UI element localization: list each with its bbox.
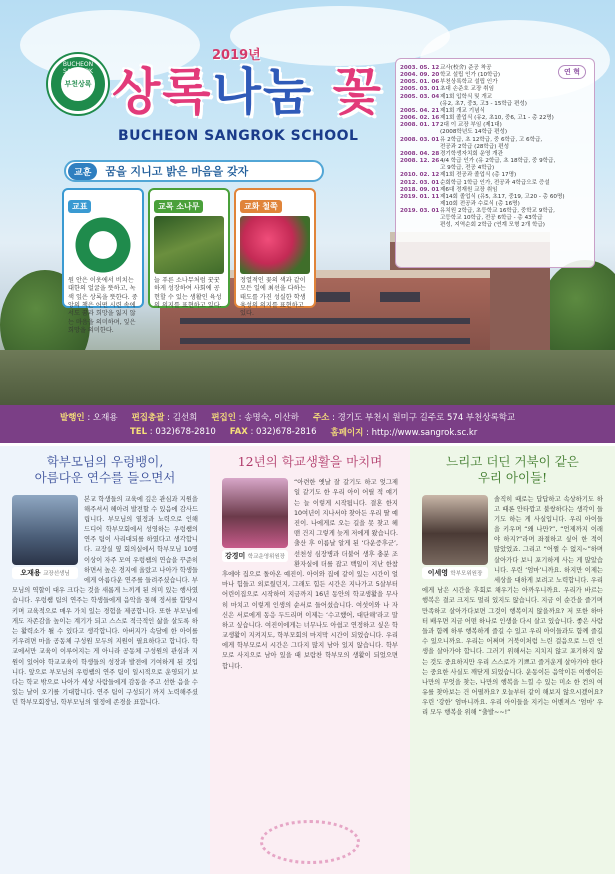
tel-key: TEL (130, 426, 148, 437)
history-date: 2008. 12. 26 (400, 158, 440, 165)
history-text: 부천상록학교 설립 인가 (440, 79, 498, 86)
history-row (400, 86, 588, 93)
school-logo (48, 54, 108, 114)
motto-text: 꿈을 지니고 밝은 마음을 갖자 (105, 165, 249, 178)
fax-key: FAX (229, 426, 248, 437)
title-part-1: 상록 (112, 63, 213, 121)
author-photo (222, 478, 288, 562)
history-row (400, 158, 588, 165)
editor: 김선희 (172, 412, 198, 423)
history-text: 유 2학급, 초 12학급, 중 6학급, 고 6학급, (440, 136, 543, 143)
history-row (400, 194, 588, 201)
history-box (395, 58, 595, 268)
article-body: 솔직히 때로는 답답하고 속상하기도 하고 때론 안타깝고 불쌍하다는 생각이 들기도 하는 게 사실입니다. 우리 아이들을 키우며 “왜 나만?”, “언제까지 이래야 하지?”라며 좌절하고 싶어 한 적이 많았었죠. 그리고 “어쩔 수 없지~”하며 살아가다 보니 포기하게 사는 게 많았습니다. 우린 ‘엄마’니까요. 하지만 이제는 세상을 대하게 보려고 노력합니다. 우리에게 남은 시간을 후회로 채우기는 아까우니까요. 우리가 바르는 행복은 결코 크지도 멀리 있지도 않습니다. 지금 이 순간을 즐기며 만족하고 살아가다보면 그것이 행복이지 않을까요? 저 또한 하마터 배우면 지금 어떤 하나로 인생을 다시 살고 있습니다. 좋은 사람들과 함께 하루 행복하게 즐길 수 있고 우리 아이들과도 함께 즐길 수 있으니까요. 우리는 어쩌며 거북이처럼 느린 걸음으로 느린 인생을 살아가야 합니다. 그러기 위해서는 지치지 않고 포기하지 않는 것도 중요하지만 우리 스스로가 기쁘고 즐거운게 살아가야 한다는 중요한 사실도 깨닫게 되었습니다. 운동이든 음악이든 여행이든 나만의 무엇을 찾는, 나만의 행복을 느낄 수 있는 미소 한 컨의 여유를 찾아보는 건 어떨까요? 오늘부터 같이 해보지 않으시겠어요? 우린 ‘강한’ 엄마니까요. 우리 아이들을 지키는 어벤져스 ‘엄마’ 우리 모두 행복을 위해 “출발~~!” (422, 495, 603, 717)
publication-info-bar: 발행인 : 오재용 편집총괄 : 김선희 편집인 : 송명숙, 이산하 주소 : 경기도 부천시 원미구 길주로 574 부천상록학교 TEL : 032)678-2810 FAX : 032)678-2816 홈페이지 : http://www.sangrok.sc.kr (0, 405, 615, 443)
fax: 032)678-2816 (256, 426, 317, 437)
history-date: 2005. 03. 04 (400, 93, 440, 100)
portrait-image (422, 495, 488, 565)
history-date: 2008. 03. 01 (400, 136, 440, 143)
pine-tree-image (154, 216, 224, 274)
author-role: 학부모위원장 (450, 570, 483, 577)
editor-key: 편집총괄 (131, 412, 165, 423)
portrait-image (222, 478, 288, 548)
logo-ring-text: BUCHEON SANGROK SCHOOL (62, 61, 94, 82)
school-motto (64, 160, 324, 182)
school-grounds (0, 350, 615, 405)
history-text: 유치원 2학급, 초등학교 16학급, 중학교 9학급, (440, 208, 555, 215)
history-row (400, 79, 588, 86)
history-date (400, 101, 440, 108)
history-row (400, 187, 588, 194)
school-tree-card (148, 188, 230, 308)
history-text: 제1회 졸업식 (유2, 초10, 중6, 고1 - 총 22명) (440, 115, 554, 122)
address-key: 주소 (312, 412, 330, 423)
article-committee-chair (210, 446, 410, 874)
history-date (400, 222, 440, 229)
telephone: 032)678-2810 (155, 426, 216, 437)
history-date: 2008. 01. 17 (400, 122, 440, 129)
history-text: 순회학급 1학급 인가, 전공과 4학급으로 증설 (440, 179, 550, 186)
author-caption (12, 567, 78, 579)
history-text: (2008학년도 14학급 편성) (440, 129, 508, 136)
history-date (400, 129, 440, 136)
history-row (400, 151, 588, 158)
history-text: 제14회 졸업식 (유5, 초17, 중19, 고20 - 총 60명) (440, 193, 565, 200)
history-text: 제1회 전공과 졸업식 (총 17명) (440, 172, 517, 179)
history-row (400, 222, 588, 229)
history-date (400, 165, 440, 172)
emblem-image (68, 216, 138, 274)
history-row (400, 94, 588, 101)
card-label: 교목 소나무 (154, 200, 203, 213)
motto-label: 교훈 (68, 163, 97, 180)
article-principal (0, 446, 210, 874)
history-date: 2005. 03. 01 (400, 86, 440, 93)
publisher: 오재용 (92, 412, 118, 423)
card-label: 교표 (68, 200, 91, 213)
history-row (400, 180, 588, 187)
history-list (400, 65, 588, 230)
history-date: 2006. 02. 16 (400, 115, 440, 122)
history-text: 제1회 입학식 및 개교 (440, 93, 493, 100)
history-text: 고등학교 10학급, 전공 6학급 - 총 43학급 (440, 215, 543, 222)
history-date: 2004. 09. 20 (400, 72, 440, 79)
author-role: 학교운영위원장 (247, 554, 285, 561)
author-caption (222, 550, 288, 562)
history-text: 제1회 개교 기념식 (440, 107, 485, 114)
history-text: 교사(校舍) 준공 착공 (440, 65, 492, 71)
author-photo (12, 495, 78, 579)
history-text: 2대 이 교장 부임 (제1대) (440, 122, 502, 129)
article-body: 본교 학생들의 교육에 깊은 관심과 지원을 해주셔서 헤아려 발전할 수 있음에 감사드립니다. 부모님의 열정과 노력으로 인해 드디어 학부모회에서 성영하는 우렁쌤의 연주 팀이 사리대되를 하였다고 생각합니다. 교장실 옆 회의실에서 학부모님 10명 이상이 자주 모여 우렁쌤의 연습을 꾸준히 하면서 높은 경지에 올랐고 나아가 학생들에게 아름다운 연주를 들려주셨습니다. 부모님의 역할이 대우 크다는 것을 새롭게 느끼게 된 의미 있는 행사였습니다. 우렁쌤 팀의 연주는 학생들에게 음악을 통해 정서를 함양시키며 교육적으로 매우 가치 있는 경험을 제공합니다. 또한 부모님에게도 자존감을 높이는 계기가 되고 스스로 적극적인 삶을 살도록 하는 활력소가 될 수 있다고 생각합니다. 아버지가 속담에 한 아이를 키우려면 마을 공동체 구성원 모두의 지원이 필요하다고 합니다. 학교에서만 교육이 이루어지는 게 아니라 공동체 구성원의 관심과 지원이 있어야 학교교육이 학생들의 성장과 발전에 기여하게 된 것입니다. 앞으로 부모님의 우렁쌤의 연주 팀이 일시적으로 운영되기 보다는 학교 밖으로 나아가 세상 사람들에게 감동을 주고 선한 음을 수 있는 날이 오기를 기대합니다. 연주 팀이 구성되기 까지 노력해주셨던 학부모회장님, 학부모님의 열정에 존경을 표합니다. (12, 495, 198, 707)
history-text: 편성, 지역순회 2학급 (연계 모형 2개 학급) (440, 222, 545, 229)
history-date (400, 144, 440, 151)
history-date: 2010. 02. 12 (400, 172, 440, 179)
editing-key: 편집인 (211, 412, 236, 423)
title-part-2: 나눔 (212, 63, 314, 121)
history-date (400, 201, 440, 208)
editing: 송명숙, 이산하 (244, 412, 299, 423)
header-banner (0, 0, 615, 405)
history-date: 2018. 09. 01 (400, 186, 440, 193)
title-part-3: 꽃 (332, 63, 383, 121)
year-label: 2019년 (212, 48, 261, 63)
author-name: 오재용 (20, 568, 41, 577)
history-text: (유2, 초7, 중3, 고3 - 15학급 편성) (440, 100, 527, 107)
card-text: 정열적인 꽃의 색과 같이 모든 일에 최선을 다하는 태도를 가진 성실한 학생 육성의 의지를 표현하고 있다. (240, 277, 306, 318)
newsletter-title (112, 52, 383, 124)
history-badge: 연 혁 (558, 65, 586, 79)
article-body: “아련한 옛날 잘 갈기도 하고 엊그제 일 같기도 한 우리 아이 어릴 적 얘기는 늘 이렇게 시작됩니다. 결혼 한지 10여년이 지나서야 찾아든 우리 딸 예진이. 나에게로 오는 길을 못 찾고 헤맨 건지 그렇게 늦게 저에게 왔습니다. 출산 후 이름날 알게 된 ‘다운증후군’, 선천성 심장병과 더불어 생후 충분 조환자실에 더를 잡고 백일이 지난 한참 후에야 집으로 돌아온 예진이. 아이와 집에 같이 있는 시간이 얼마나 힘들고 외로웠던지, 그래도 힘든 시간은 지나가고 5살부터 어린이집으로 시작하여 지금까지 16년 동안의 학교생활을 무사히 마치고 이렇게 인생의 순서로 들어섰습니다. 여섯이와 나 자신은 서로에게 동응 두드리며 이제는 ‘수고했어, 대단해’라고 말하고 싶습니다. 여진이에게는 너무나도 아쉽고 연정하고 싶은 학교생활이 지켜지도, 학부모회의 마지막 시간이 되었습니다. 우리에게 학부모로서 시간은 그다지 많지 남아 있지 않습니다. 학부모로 사지으로 남아 있을 때 보람찬 학부모의 생활이 되었으면 합니다. (222, 479, 398, 670)
history-text: 고 9학급, 전공 4학급) (440, 165, 495, 172)
history-date: 2008. 04. 28 (400, 150, 440, 157)
school-name-english: BUCHEON SANGROK SCHOOL (118, 128, 359, 144)
history-date: 2005. 04. 21 (400, 107, 440, 114)
school-flower-card (234, 188, 316, 318)
article-parent-chair (410, 446, 615, 874)
address: 경기도 부천시 원미구 길주로 574 부천상록학교 (337, 412, 516, 423)
author-caption (422, 567, 488, 579)
history-text: 제10회 전공과 수료식 (총 16명) (440, 200, 520, 207)
author-name: 강경미 (225, 552, 246, 561)
author-name: 이세영 (427, 568, 448, 577)
history-text: 경기학생자치회 운영 개관 (440, 150, 503, 157)
logo-text: 부천상록 (64, 80, 92, 88)
history-text: 학교 설립 인가 (10학급) (440, 72, 501, 79)
card-label: 교화 철쭉 (240, 200, 282, 213)
publisher-key: 발행인 (60, 412, 85, 423)
history-row (400, 101, 588, 108)
history-date: 2003. 05. 12 (400, 65, 440, 71)
history-date: 2019. 03. 01 (400, 208, 440, 215)
history-text: 4/4 학급 인가 (유 2학급, 초 18학급, 중 9학급, (440, 158, 556, 165)
author-photo (422, 495, 488, 579)
card-text: 원 안은 이웃에서 비치는 대한의 얼굴을 뜻하고, 녹색 잎은 상록을 뜻한다. 중앙의 책은 어떤 시련 속에서도 꿈과 희망을 잃지 않는 마음을 의미하며, 잎은 희망을 의미한다. (68, 277, 138, 335)
homepage-link[interactable]: http://www.sangrok.sc.kr (371, 427, 478, 438)
emblem-card (62, 188, 144, 335)
history-date: 2005. 01. 06 (400, 79, 440, 86)
history-row (400, 137, 588, 144)
history-text: 초대 손준호 교장 취임 (440, 86, 494, 93)
history-row (400, 144, 588, 151)
article-title: 느리고 더딘 거북이 같은 우리 아이들! (446, 454, 579, 486)
card-text: 늘 푸른 소나무처럼 꿋꿋하게 성장하여 사회에 공헌할 수 있는 생활인 육성의 의지를 표현하고 있다. (154, 277, 222, 310)
history-date (400, 215, 440, 222)
history-row (400, 129, 588, 136)
article-title: 12년의 학교생활을 마치며 (237, 454, 383, 469)
portrait-image (12, 495, 78, 565)
author-role: 교장선생님 (43, 570, 70, 577)
flower-wreath-decoration (260, 820, 360, 864)
article-title: 학부모님의 우렁뱅이, 아름다운 연수를 들으면서 (34, 454, 176, 486)
homepage-key: 홈페이지 (330, 427, 364, 438)
history-text: 제6대 정재원 교장 취임 (440, 186, 498, 193)
azalea-image (240, 216, 310, 274)
history-date: 2019. 01. 11 (400, 193, 440, 200)
history-date: 2012. 03. 01 (400, 179, 440, 186)
history-text: 전공과 2학급 (28학급) 편성 (440, 143, 510, 150)
history-row (400, 172, 588, 179)
